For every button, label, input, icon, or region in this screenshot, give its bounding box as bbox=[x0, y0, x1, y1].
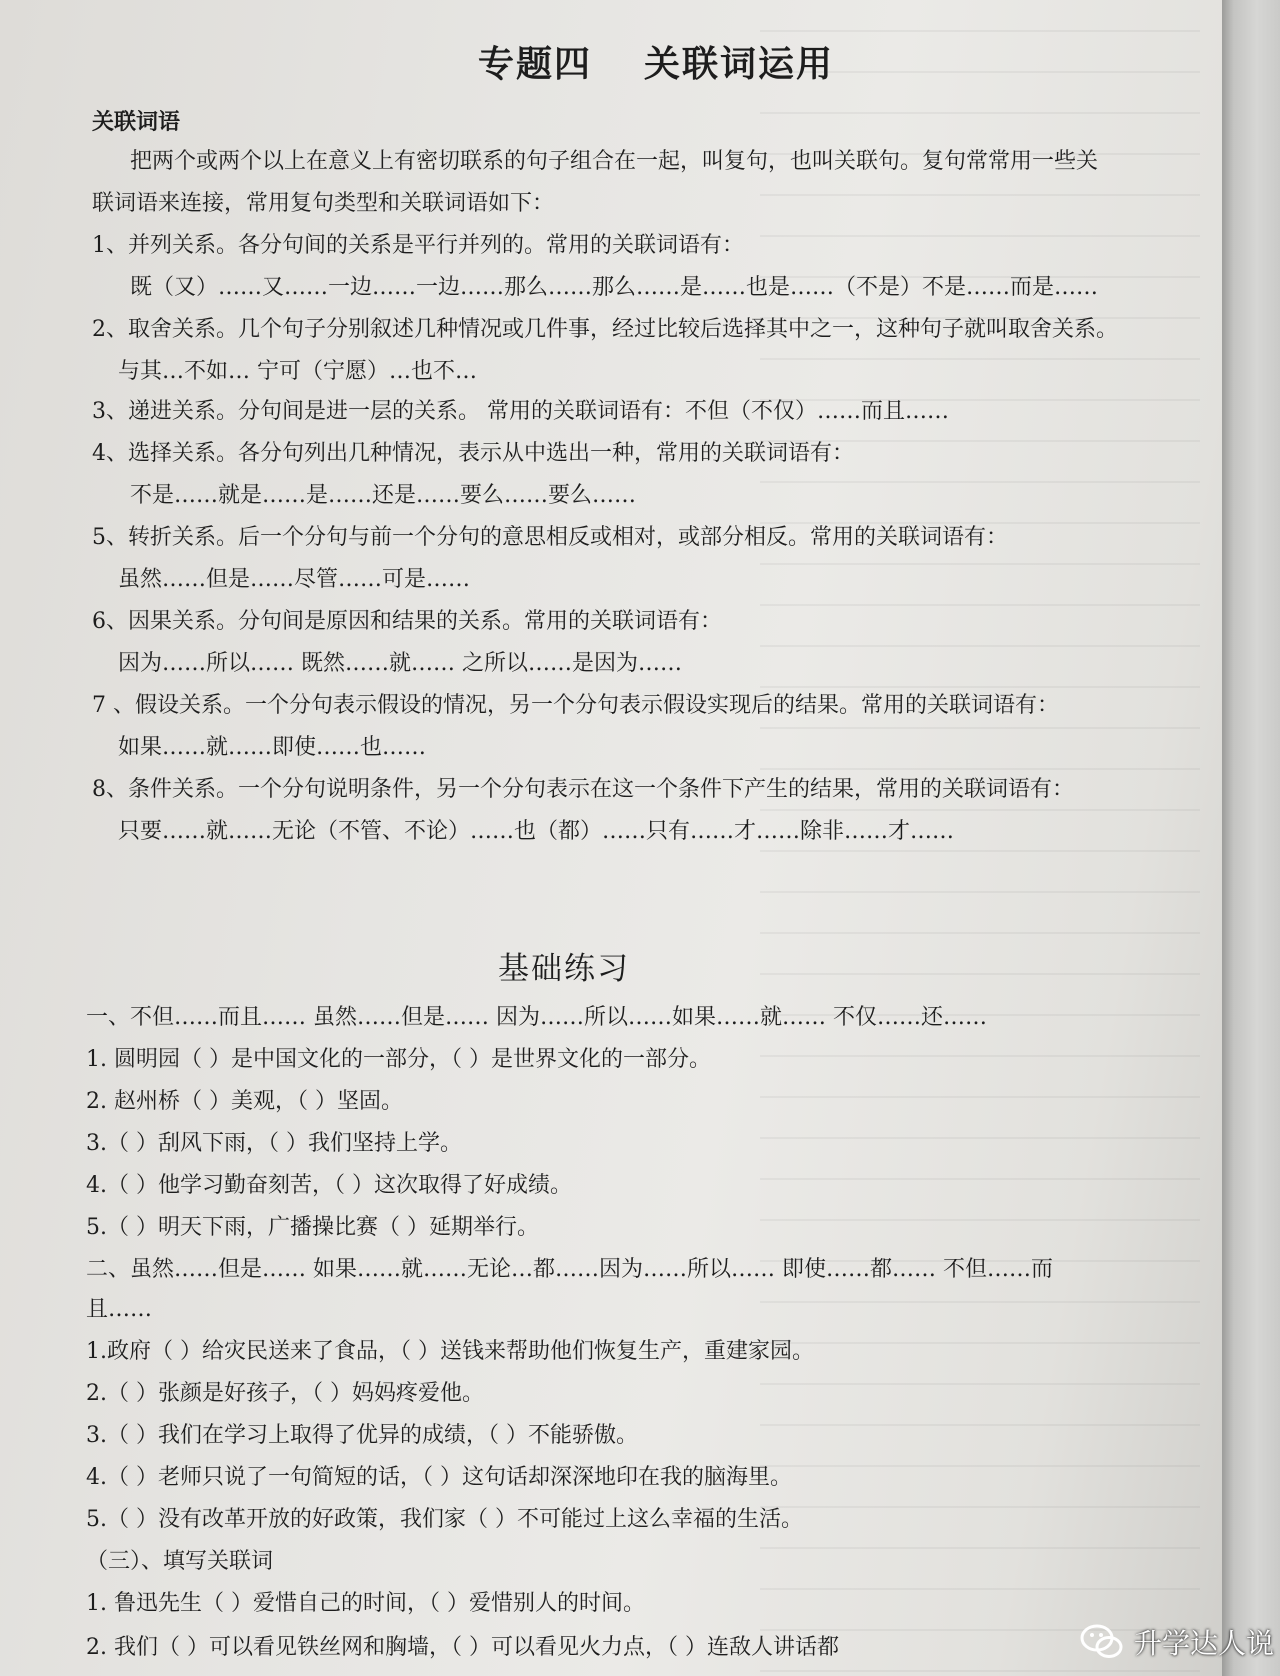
exercise-3-item: 2. 我们（ ）可以看见铁丝网和胸墙，（ ）可以看见火力点，（ ）连敌人讲话都 bbox=[86, 1635, 839, 1660]
practice-title: 基础练习 bbox=[498, 951, 630, 987]
exercise-3-heading: （三）、填写关联词 bbox=[86, 1549, 274, 1574]
exercise-1-item: 3.（ ）刮风下雨，（ ）我们坚持上学。 bbox=[86, 1131, 462, 1156]
exercise-1-item: 5.（ ）明天下雨，广播操比赛（ ）延期举行。 bbox=[86, 1215, 539, 1240]
exercise-2-item: 3.（ ）我们在学习上取得了优异的成绩，（ ）不能骄傲。 bbox=[86, 1423, 638, 1448]
book-binding-edge bbox=[1222, 0, 1280, 1676]
exercise-1-word-bank: 一、不但……而且…… 虽然……但是…… 因为……所以……如果……就…… 不仅……还…… bbox=[86, 1005, 987, 1030]
exercise-2-item: 5.（ ）没有改革开放的好政策，我们家（ ）不可能过上这么幸福的生活。 bbox=[86, 1507, 803, 1532]
type-5-words: 虽然……但是……尽管……可是…… bbox=[118, 567, 471, 592]
exercise-2-item: 4.（ ）老师只说了一句简短的话，（ ）这句话却深深地印在我的脑海里。 bbox=[86, 1465, 792, 1490]
type-4-heading: 4、选择关系。各分句列出几种情况，表示从中选出一种，常用的关联词语有： bbox=[92, 441, 854, 466]
intro-line-1: 把两个或两个以上在意义上有密切联系的句子组合在一起，叫复句，也叫关联句。复句常常用一些关 bbox=[130, 149, 1099, 174]
page-title bbox=[478, 36, 834, 87]
section-heading: 关联词语 bbox=[92, 109, 181, 135]
type-1-words: 既（又）……又……一边……一边……那么……那么……是……也是……（不是）不是……而是…… bbox=[130, 275, 1099, 300]
type-7-words: 如果……就……即使……也…… bbox=[118, 735, 427, 760]
type-6-heading: 6、因果关系。分句间是原因和结果的关系。常用的关联词语有： bbox=[92, 609, 722, 634]
type-6-words: 因为……所以…… 既然……就…… 之所以……是因为…… bbox=[118, 651, 682, 676]
exercise-2-word-bank: 二、虽然……但是…… 如果……就……无论…都……因为……所以…… 即使……都…… 不但……而 bbox=[86, 1257, 1053, 1282]
title-topic-number: 专题四 bbox=[478, 43, 593, 85]
intro-line-2: 联词语来连接，常用复句类型和关联词语如下： bbox=[92, 191, 555, 216]
type-5-heading: 5、转折关系。后一个分句与前一个分句的意思相反或相对，或部分相反。常用的关联词语有： bbox=[92, 525, 1009, 550]
type-8-words: 只要……就……无论（不管、不论）……也（都）……只有……才……除非……才…… bbox=[118, 819, 955, 844]
exercise-2-item: 2.（ ）张颜是好孩子，（ ）妈妈疼爱他。 bbox=[86, 1381, 484, 1406]
exercise-2-word-bank-cont: 且…… bbox=[86, 1297, 153, 1322]
exercise-1-item: 1. 圆明园（ ）是中国文化的一部分，（ ）是世界文化的一部分。 bbox=[86, 1047, 711, 1072]
type-3-heading: 3、递进关系。分句间是进一层的关系。 常用的关联词语有：不但（不仅）……而且…… bbox=[92, 399, 949, 424]
wechat-watermark bbox=[1080, 1622, 1274, 1662]
exercise-3-item: 1. 鲁迅先生（ ）爱惜自己的时间，（ ）爱惜别人的时间。 bbox=[86, 1591, 645, 1616]
type-7-heading: 7 、假设关系。一个分句表示假设的情况，另一个分句表示假设实现后的结果。常用的关联词语有： bbox=[92, 693, 1059, 718]
exercise-2-item: 1.政府（ ）给灾民送来了食品，（ ）送钱来帮助他们恢复生产，重建家园。 bbox=[86, 1339, 814, 1364]
type-2-words: 与其…不如… 宁可（宁愿）…也不… bbox=[118, 359, 477, 384]
exercise-1-item: 4.（ ）他学习勤奋刻苦，（ ）这次取得了好成绩。 bbox=[86, 1173, 572, 1198]
watermark-text: 升学达人说 bbox=[1133, 1627, 1274, 1660]
title-topic-name: 关联词运用 bbox=[644, 43, 835, 85]
exercise-1-item: 2. 赵州桥（ ）美观，（ ）坚固。 bbox=[86, 1089, 403, 1114]
type-4-words: 不是……就是……是……还是……要么……要么…… bbox=[130, 483, 637, 508]
type-2-heading: 2、取舍关系。几个句子分别叙述几种情况或几件事，经过比较后选择其中之一，这种句子就叫取舍关系。 bbox=[92, 317, 1119, 342]
wechat-icon bbox=[1080, 1624, 1124, 1660]
type-1-heading: 1、并列关系。各分句间的关系是平行并列的。常用的关联词语有： bbox=[92, 233, 744, 258]
type-8-heading: 8、条件关系。一个分句说明条件，另一个分句表示在这一个条件下产生的结果，常用的关联词语有： bbox=[92, 777, 1075, 802]
